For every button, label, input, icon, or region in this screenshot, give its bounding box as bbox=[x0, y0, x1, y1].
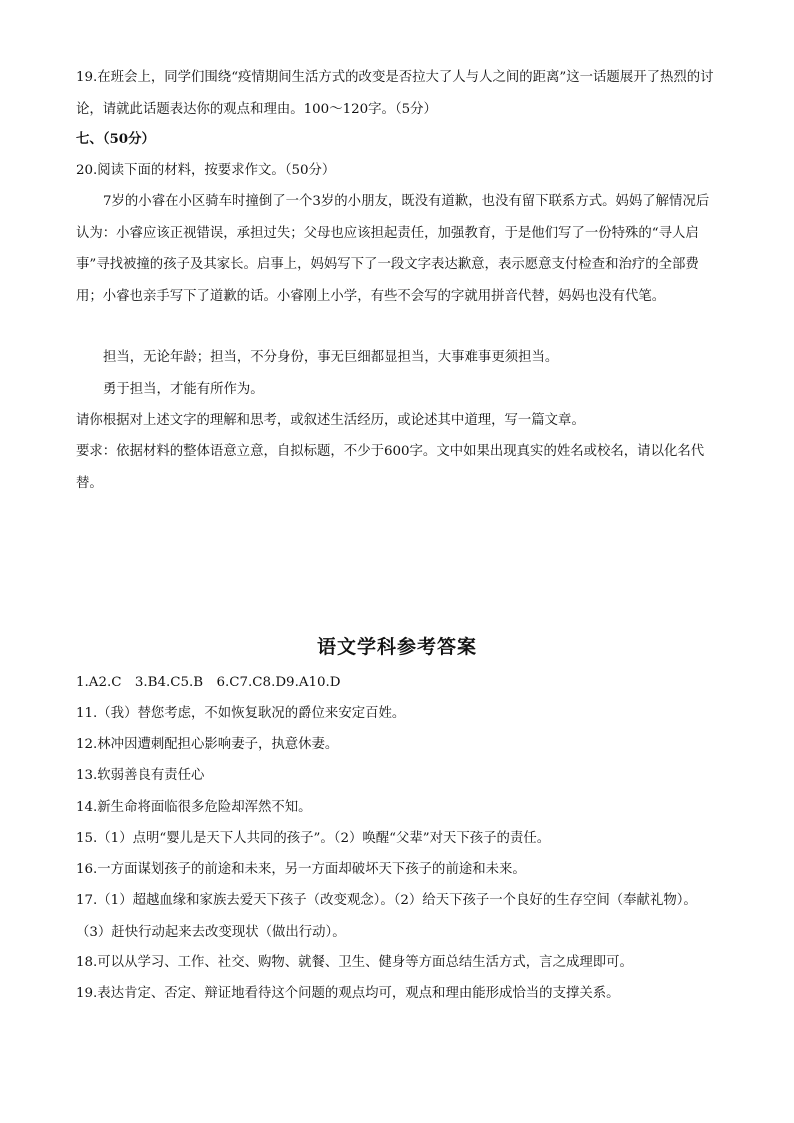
section-heading-7: 七、（50分） bbox=[76, 131, 155, 147]
answer-item: 1.A2.C 3.B4.C5.B 6.C7.C8.D9.A10.D bbox=[76, 675, 341, 690]
answer-item: 11.（我）替您考虑，不如恢复耿况的爵位来安定百姓。 bbox=[76, 706, 406, 721]
answer-item: 12.林冲因遭刺配担心影响妻子，执意休妻。 bbox=[76, 737, 339, 752]
answer-item: 17.（1）超越血缘和家族去爱天下孩子（改变观念）。（2）给天下孩子一个良好的生存空间（奉献礼物）。（3）赶快行动起来去改变现状（做出行动）。 bbox=[76, 893, 697, 940]
question-20-requirements: 要求：依据材料的整体语意立意，自拟标题，不少于600字。文中如果出现真实的姓名或校名，请以化名代替。 bbox=[76, 444, 705, 491]
answer-item: 18.可以从学习、工作、社交、购物、就餐、卫生、健身等方面总结生活方式，言之成理即可。 bbox=[76, 955, 633, 970]
question-20-material-paragraph-1: 7岁的小睿在小区骑车时撞倒了一个3岁的小朋友，既没有道歉，也没有留下联系方式。妈妈了解情况后认为：小睿应该正视错误，承担过失；父母也应该担起责任，加强教育，于是他们写了一份特殊的“寻人启事”寻找被撞的孩子及其家长。启事上，妈妈写下了一段文字表达歉意，表示愿意支付检查和治疗的全部费用；小睿也亲手写下了道歉的话。小睿刚上小学，有些不会写的字就用拼音代替，妈妈也没有代笔。 bbox=[76, 194, 710, 304]
question-20-material-paragraph-2: 担当，无论年龄；担当，不分身份，事无巨细都显担当，大事难事更须担当。 bbox=[103, 350, 559, 365]
answer-item: 16.一方面谋划孩子的前途和未来，另一方面却破坏天下孩子的前途和未来。 bbox=[76, 862, 526, 877]
question-20-task: 请你根据对上述文字的理解和思考，或叙述生活经历，或论述其中道理，写一篇文章。 bbox=[76, 413, 585, 428]
answer-key-title: 语文学科参考答案 bbox=[316, 636, 477, 658]
question-19: 19.在班会上，同学们围绕“疫情期间生活方式的改变是否拉大了人与人之间的距离”这一话题展开了热烈的讨论，请就此话题表达你的观点和理由。100～120字。（5分） bbox=[76, 70, 714, 117]
question-20-material-paragraph-3: 勇于担当，才能有所作为。 bbox=[103, 382, 264, 397]
answer-item: 15.（1）点明“婴儿是天下人共同的孩子”。（2）唤醒“父辈”对天下孩子的责任。 bbox=[76, 831, 551, 846]
answer-item: 14.新生命将面临很多危险却浑然不知。 bbox=[76, 800, 312, 815]
answer-item: 13.软弱善良有责任心 bbox=[76, 768, 205, 783]
answer-item: 19.表达肯定、否定、辩证地看待这个问题的观点均可，观点和理由能形成恰当的支撑关系。 bbox=[76, 986, 620, 1001]
question-20-intro: 20.阅读下面的材料，按要求作文。（50分） bbox=[76, 163, 336, 178]
